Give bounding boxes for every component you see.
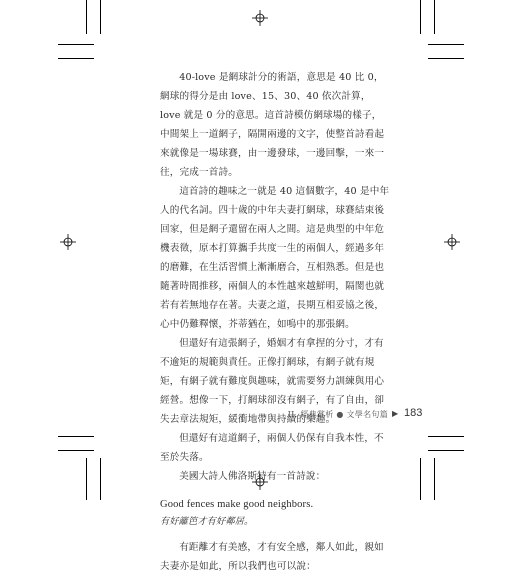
paragraph: 40-love 是網球計分的術語，意思是 40 比 0，網球的得分是由 love、15、30、40 依次計算，love 就是 0 分的意思。這首詩模仿網球場的樣子，中間架上一道網子，隔開兩邊的文字，使整首詩看起來就像是一場球賽，由一邊發球，一邊回擊，一來一往，完成一首詩。 <box>160 72 385 178</box>
paragraph: 這首詩的趣味之一就是 40 這個數字，40 是中年人的代名詞。四十歲的中年夫妻打網球，球賽結束後回家，但是網子還留在兩人之間。這是典型的中年危機表徵，原本打算攜手共度一生的兩個人，經過多年的磨難，在生活習慣上漸漸磨合，互相熟悉。但是也隨著時間推移，兩個人的本性越來越鮮明，隔閡也就若有若無地存在著。夫妻之道，長期互相妥協之後，心中仍難釋懷，芥蒂猶在，如鳴中的那張網。 <box>160 186 390 330</box>
quote-chinese: 有好籬笆才有好鄰居。 <box>160 516 254 527</box>
crop-mark <box>428 44 464 45</box>
crop-mark <box>420 0 421 34</box>
paragraph: 美國大詩人佛洛斯特有一首詩說： <box>179 471 326 482</box>
crop-mark <box>58 44 94 45</box>
registration-mark-icon <box>252 10 268 26</box>
registration-mark-icon <box>444 234 460 250</box>
crop-mark <box>434 458 435 500</box>
quote-english: Good fences make good neighbors. <box>160 499 314 510</box>
crop-mark <box>58 436 94 437</box>
registration-mark-icon <box>60 234 76 250</box>
page-number: 183 <box>404 407 423 419</box>
crop-mark <box>100 0 101 34</box>
crop-mark <box>428 436 464 437</box>
crop-mark <box>58 58 94 59</box>
crop-mark <box>86 458 87 500</box>
paragraph: 但還好有這道網子，兩個人仍保有自我本性，不至於失落。 <box>160 433 384 463</box>
crop-mark <box>58 450 94 451</box>
crop-mark <box>420 458 421 500</box>
crop-mark <box>428 58 464 59</box>
paragraph: 有距離才有美感，才有安全感，鄰人如此，親如夫妻亦是如此，所以我們也可以說： <box>160 542 384 572</box>
crop-mark <box>428 450 464 451</box>
paragraph: 但還好有這張網子，婚姻才有拿捏的分寸，才有不逾矩的規範與責任。正像打網球，有網子就有規矩，有網子就有難度與趣味，就需要努力訓練與用心經營。想像一下，打網球卻沒有網子，有了自由，卻失去章法規矩，緩衝地帶與持續的樂趣。 <box>160 338 385 425</box>
crop-mark <box>86 0 87 34</box>
crop-mark <box>434 0 435 34</box>
section-title: II. 經典賞析 ● 文學名句篇 <box>287 410 388 419</box>
crop-mark <box>100 458 101 500</box>
triangle-right-icon: ▶ <box>392 409 399 418</box>
